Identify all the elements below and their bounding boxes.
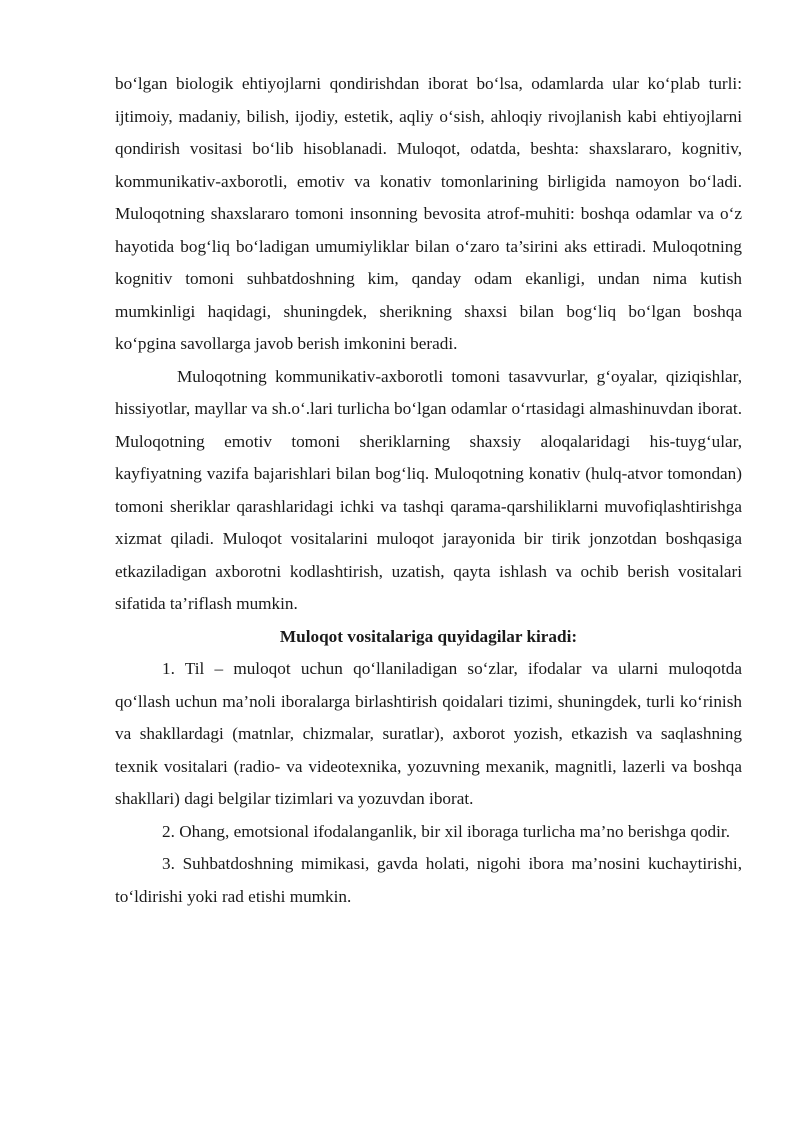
list-item-language: 1. Til – muloqot uchun qo‘llaniladigan so‘zlar, ifodalar va ularni muloqotda qo‘llash uchun ma’noli iboralarga birlashtirish qoidalari tizimi, shuningdek, turli ko‘rinish va shakllardagi (matnlar, chizmalar, suratlar), axborot yozish, etkazish va saqlashning texnik vositalari (radio- va videotexnika, yozuvning mexanik, magnitli, lazerli va boshqa shakllari) dagi belgilar tizimlari va yozuvdan iborat.	[115, 659, 742, 808]
paragraph-intro: bo‘lgan biologik ehtiyojlarni qondirishdan iborat bo‘lsa, odamlarda ular ko‘plab turli: ijtimoiy, madaniy, bilish, ijodiy, estetik, aqliy o‘sish, ahloqiy rivojlanish kabi ehtiyojlarni qondirish vositasi bo‘lib hisoblanadi. Muloqot, odatda, beshta: shaxslararo, kognitiv, kommunikativ-axborotli, emotiv va konativ tomonlarining birligida namoyon bo‘ladi. Muloqotning shaxslararo tomoni insonning bevosita atrof-muhiti: boshqa odamlar va o‘z hayotida bog‘liq bo‘ladigan umumiyliklar bilan o‘zaro ta’sirini aks ettiradi. Muloqotning kognitiv tomoni suhbatdoshning kim, qanday odam ekanligi, undan nima kutish mumkinligi haqidagi, shuningdek, sherikning shaxsi bilan bog‘liq bo‘lgan boshqa ko‘pgina savollarga javob berish imkonini beradi.	[115, 74, 742, 353]
paragraph-communicative: Muloqotning kommunikativ-axborotli tomoni tasavvurlar, g‘oyalar, qiziqishlar, hissiyotlar, mayllar va sh.o‘.lari turlicha bo‘lgan odamlar o‘rtasidagi almashinuvdan iborat. Muloqotning emotiv tomoni sheriklarning shaxsiy aloqalaridagi his-tuyg‘ular, kayfiyatning vazifa bajarishlari bilan bog‘liq. Muloqotning konativ (hulq-atvor tomondan) tomoni sheriklar qarashlaridagi ichki va tashqi qarama-qarshiliklarni muvofiqlashtirishga xizmat qiladi. Muloqot vositalarini muloqot jarayonida bir tirik jonzotdan boshqasiga etkaziladigan axborotni kodlashtirish, uzatish, qayta ishlash va ochib berish vositalari sifatida ta’riflash mumkin.	[115, 366, 742, 613]
list-item-mimicry: 3. Suhbatdoshning mimikasi, gavda holati, nigohi ibora ma’nosini kuchaytirishi, to‘ldirishi yoki rad etishi mumkin.	[115, 854, 742, 906]
section-heading: Muloqot vositalariga quyidagilar kiradi:	[279, 626, 578, 646]
list-item-intonation: 2. Ohang, emotsional ifodalanganlik, bir xil iboraga turlicha ma’no berishga qodir.	[162, 821, 731, 841]
document-page	[115, 68, 742, 913]
